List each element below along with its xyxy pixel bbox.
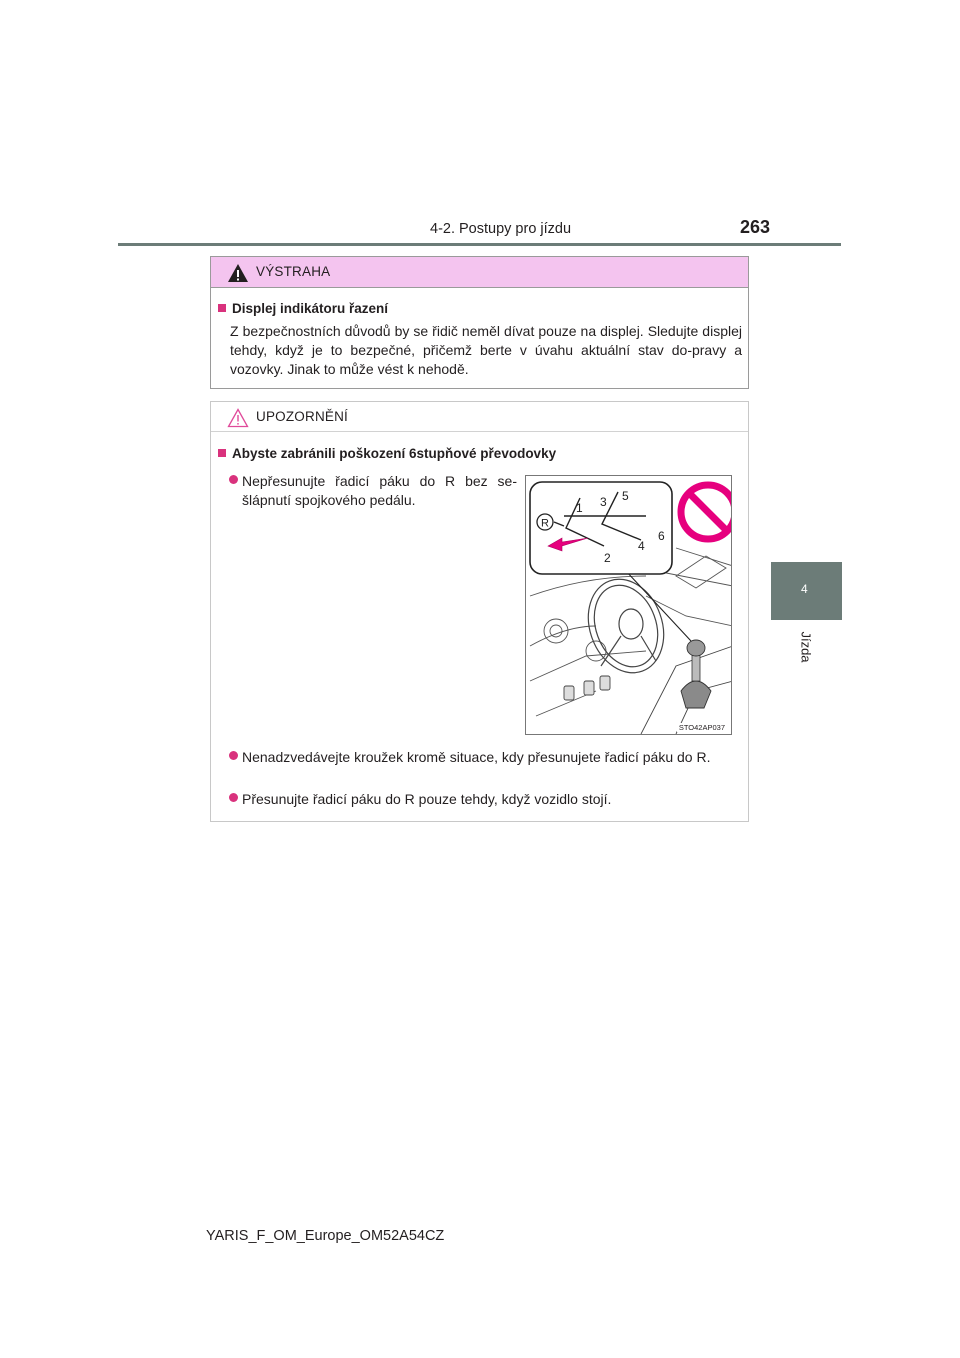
gear-label-r: R (541, 517, 549, 530)
list-item: Přesunujte řadicí páku do R pouze tehdy, když vozidlo stojí. (223, 790, 743, 809)
list-item: Nenadzvedávejte kroužek kromě situace, kdy přesunujete řadicí páku do R. (223, 748, 743, 767)
caution-header (211, 402, 748, 432)
car-interior-drawing (526, 476, 732, 735)
gear-label-4: 4 (638, 539, 645, 553)
gear-label-3: 3 (600, 495, 607, 509)
warning-heading: Displej indikátoru řazení (218, 301, 388, 316)
header-divider (118, 243, 841, 246)
gear-label-1: 1 (576, 501, 583, 515)
square-bullet-icon (218, 449, 226, 457)
warning-text: Z bezpečnostních důvodů by se řidič neměl dívat pouze na displej. Sledujte displej tehdy, když je to bezpečné, přičemž berte v úvahu aktuální stav do-pravy a vozovky. Jinak to může vést k nehodě. (230, 323, 742, 377)
figure-code: STO42AP037 (678, 723, 725, 732)
warning-header (211, 257, 748, 288)
square-bullet-icon (218, 304, 226, 312)
warning-triangle-icon (227, 263, 249, 283)
list-item: Nepřesunujte řadicí páku do R bez se-šlápnutí spojkového pedálu. (223, 472, 517, 510)
chapter-number: 4 (801, 582, 808, 596)
page-number: 263 (740, 217, 771, 237)
caution-label: UPOZORNĚNÍ (256, 409, 349, 424)
warning-box (210, 256, 749, 389)
chapter-tab (771, 562, 842, 620)
warning-label: VÝSTRAHA (256, 264, 331, 279)
prohibition-icon (681, 485, 732, 539)
section-title: 4-2. Postupy pro jízdu (430, 221, 572, 237)
gear-shift-illustration (525, 475, 732, 735)
caution-triangle-icon (227, 408, 249, 428)
gear-label-6: 6 (658, 529, 665, 543)
document-footer: YARIS_F_OM_Europe_OM52A54CZ (206, 1228, 445, 1244)
caution-heading: Abyste zabránili poškození 6stupňové převodovky (218, 446, 556, 461)
chapter-label: Jízda (798, 631, 814, 663)
gear-label-5: 5 (622, 489, 629, 503)
round-bullet-icon (229, 475, 238, 484)
round-bullet-icon (229, 793, 238, 802)
gear-label-2: 2 (604, 551, 611, 565)
round-bullet-icon (229, 751, 238, 760)
